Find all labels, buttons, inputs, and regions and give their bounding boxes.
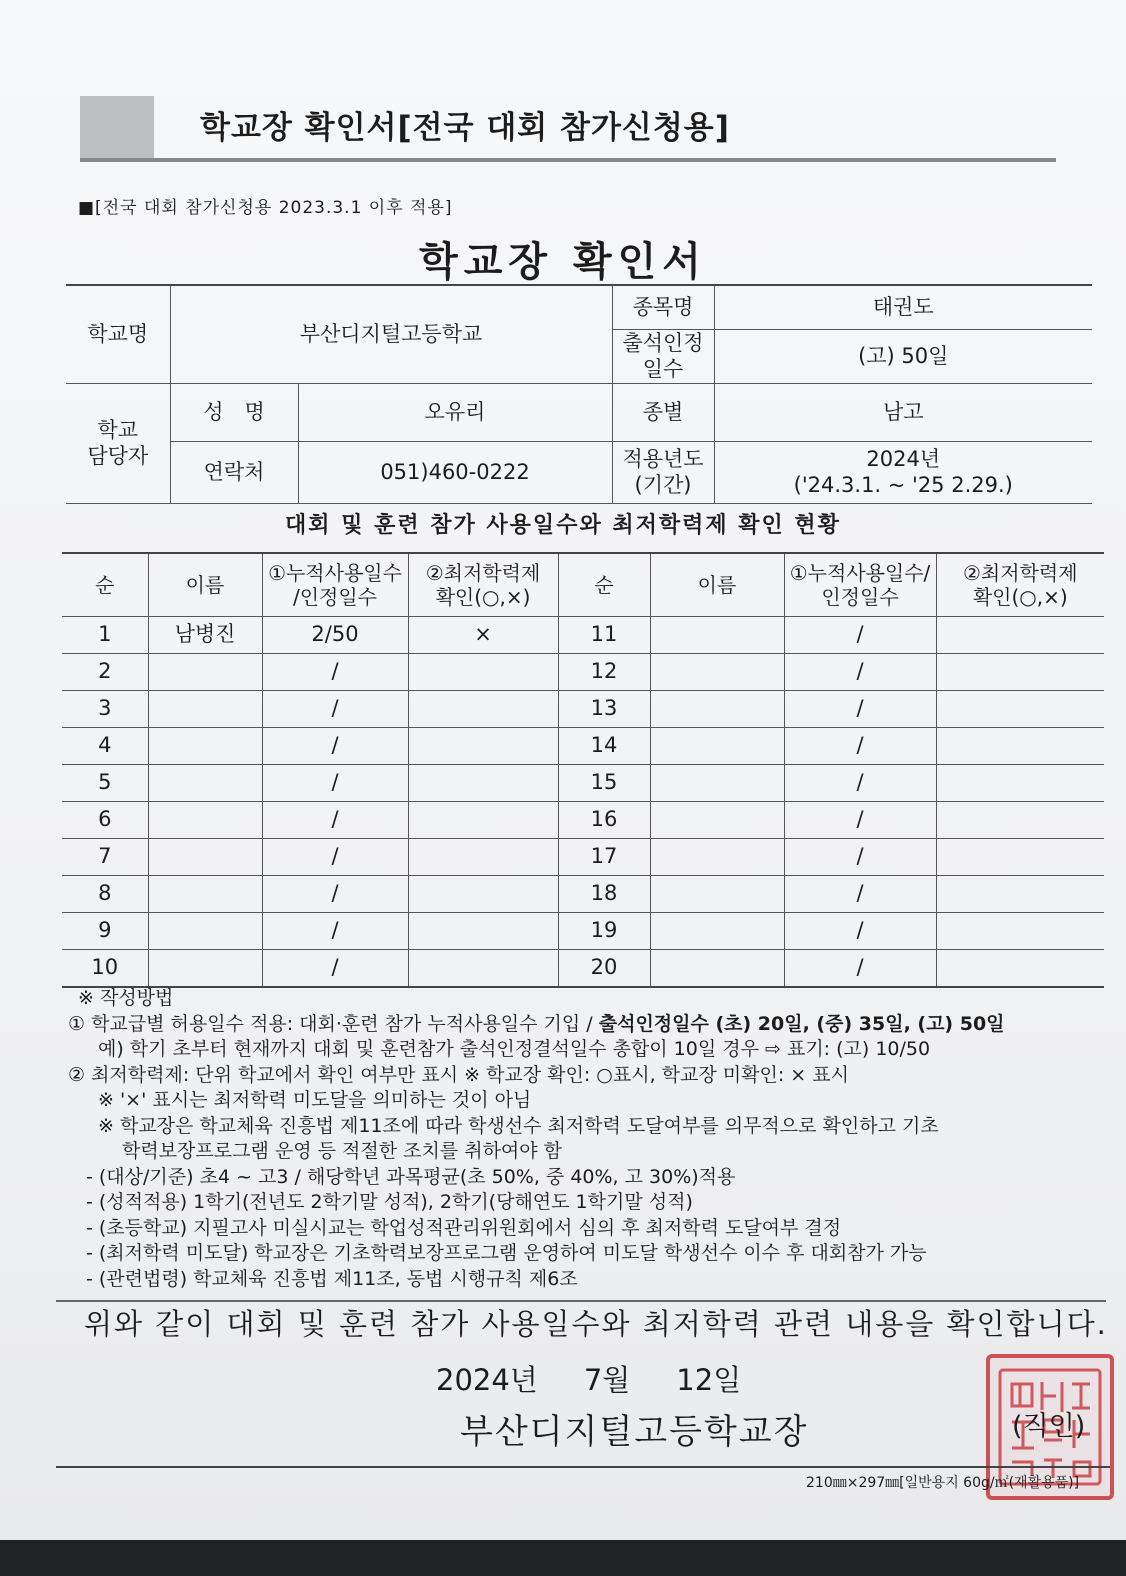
row-name [650, 913, 784, 950]
row-num: 7 [62, 839, 148, 876]
row-num: 2 [62, 654, 148, 691]
col-num-right: 순 [558, 553, 650, 617]
table-row [62, 950, 1104, 988]
row-check [408, 802, 558, 839]
paper-spec: 210㎜×297㎜[일반용지 60g/㎡(재활용품)] [806, 1475, 1080, 1491]
row-days: / [262, 728, 408, 765]
row-num: 4 [62, 728, 148, 765]
note-3: ※ '×' 표시는 최저학력 미도달을 의미하는 것이 아님 [98, 1089, 532, 1111]
header-rule [80, 158, 1056, 162]
event-value: 태권도 [714, 285, 1092, 329]
usage-table [62, 552, 1104, 988]
row-num: 9 [62, 913, 148, 950]
form-header-title: 학교장 확인서[전국 대회 참가신청용] [200, 110, 730, 146]
row-check [936, 913, 1104, 950]
row-name [148, 765, 262, 802]
contact-value: 051)460-0222 [298, 441, 612, 503]
note-7: - (성적적용) 1학기(전년도 2학기말 성적), 2학기(당해연도 1학기말 성적) [86, 1191, 693, 1213]
col-check-right [936, 553, 1104, 617]
category-value: 남고 [714, 383, 1092, 441]
year-label-line1: 적용년도 [622, 446, 704, 471]
row-num: 3 [62, 691, 148, 728]
col-check-left-line1: ②최저학력제 [425, 561, 541, 585]
col-check-right-line2: 확인(○,×) [972, 585, 1068, 609]
table-row [62, 802, 1104, 839]
manager-label [66, 383, 170, 503]
col-name-right: 이름 [650, 553, 784, 617]
row-days: / [784, 654, 936, 691]
name-value: 오유리 [298, 383, 612, 441]
year-value-line1: 2024년 [866, 446, 941, 471]
table-row [62, 617, 1104, 654]
row-name [148, 839, 262, 876]
year-label [612, 441, 714, 503]
col-check-left [408, 553, 558, 617]
col-name-left: 이름 [148, 553, 262, 617]
date-year: 2024년 [436, 1363, 538, 1397]
row-days: / [262, 913, 408, 950]
usage-header-row [62, 553, 1104, 617]
row-num: 1 [62, 617, 148, 654]
table-row [62, 765, 1104, 802]
row-name: 남병진 [148, 617, 262, 654]
row-days: / [784, 617, 936, 654]
table-row [62, 654, 1104, 691]
row-name [650, 802, 784, 839]
row-num: 13 [558, 691, 650, 728]
row-check [936, 654, 1104, 691]
note-8: - (초등학교) 지필고사 미실시교는 학업성적관리위원회에서 심의 후 최저학력 도달여부 결정 [86, 1216, 842, 1239]
row-num: 8 [62, 876, 148, 913]
row-num: 10 [62, 950, 148, 988]
background-surface [0, 1540, 1126, 1576]
col-check-left-line2: 확인(○,×) [435, 585, 531, 609]
note-9: - (최저학력 미도달) 학교장은 기초학력보장프로그램 운영하여 미도달 학생선수 이수 후 대회참가 가능 [86, 1242, 927, 1264]
row-days: / [784, 839, 936, 876]
table-row [62, 913, 1104, 950]
note-2: ② 최저학력제: 단위 학교에서 확인 여부만 표시 ※ 학교장 확인: ○표시, 학교장 미확인: × 표시 [68, 1063, 849, 1086]
info-table [66, 284, 1092, 504]
note-1-text: ① 학교급별 허용일수 적용: 대회·훈련 참가 누적사용일수 기입 / [68, 1012, 599, 1035]
row-check [936, 765, 1104, 802]
row-name [650, 691, 784, 728]
attendance-label [612, 329, 714, 383]
header-gray-block [80, 96, 154, 158]
school-name: 부산디지털고등학교 [170, 285, 612, 383]
name-label: 성 명 [170, 383, 298, 441]
row-days: / [262, 802, 408, 839]
col-days-right-line1: ①누적사용일수/ [789, 561, 931, 585]
col-days-right-line2: 인정일수 [821, 585, 899, 609]
row-num: 17 [558, 839, 650, 876]
table-row [62, 839, 1104, 876]
row-days: 2/50 [262, 617, 408, 654]
year-label-line2: (기간) [634, 473, 692, 497]
col-days-left [262, 553, 408, 617]
row-num: 18 [558, 876, 650, 913]
note-6: - (대상/기준) 초4 ~ 고3 / 해당학년 과목평균(초 50%, 중 40%, 고 30%)적용 [86, 1165, 736, 1188]
col-days-left-line1: ①누적사용일수 [268, 561, 402, 585]
table-row [62, 691, 1104, 728]
row-days: / [784, 802, 936, 839]
table-row [62, 728, 1104, 765]
note-4: ※ 학교장은 학교체육 진흥법 제11조에 따라 학생선수 최저학력 도달여부를 의무적으로 확인하고 기초 [98, 1114, 939, 1137]
row-days: / [262, 765, 408, 802]
row-check [408, 876, 558, 913]
row-name [650, 839, 784, 876]
row-name [148, 802, 262, 839]
row-days: / [262, 876, 408, 913]
col-days-right [784, 553, 936, 617]
col-num-left: 순 [62, 553, 148, 617]
row-name [148, 913, 262, 950]
row-name [650, 876, 784, 913]
form-usage-note: ■[전국 대회 참가신청용 2023.3.1 이후 적용] [78, 198, 453, 218]
date-month: 7월 [583, 1363, 631, 1397]
note-1-example: 예) 학기 초부터 현재까지 대회 및 훈련참가 출석인정결석일수 총합이 10일 경우 ⇨ 표기: (고) 10/50 [98, 1038, 931, 1060]
row-check [408, 839, 558, 876]
document-title: 학교장 확인서 [419, 239, 707, 285]
row-days: / [262, 691, 408, 728]
row-check [408, 654, 558, 691]
row-check [936, 802, 1104, 839]
col-check-right-line1: ②최저학력제 [962, 561, 1078, 585]
row-check [936, 950, 1104, 988]
row-check: × [408, 617, 558, 654]
year-value-line2: ('24.3.1. ~ '25 2.29.) [793, 473, 1013, 497]
row-name [148, 728, 262, 765]
row-check [936, 617, 1104, 654]
row-name [650, 765, 784, 802]
row-days: / [262, 950, 408, 988]
school-label: 학교명 [66, 285, 170, 383]
row-check [408, 728, 558, 765]
row-num: 16 [558, 802, 650, 839]
row-check [408, 691, 558, 728]
row-days: / [784, 765, 936, 802]
row-name [650, 950, 784, 988]
attendance-value: (고) 50일 [714, 329, 1092, 383]
row-check [936, 728, 1104, 765]
category-label: 종별 [612, 383, 714, 441]
col-days-left-line2: /인정일수 [292, 585, 378, 609]
signing-date [436, 1358, 787, 1399]
row-num: 11 [558, 617, 650, 654]
date-day: 12일 [676, 1363, 742, 1397]
row-check [408, 913, 558, 950]
event-label: 종목명 [612, 285, 714, 329]
manager-label-line2: 담당자 [87, 444, 149, 468]
row-num: 14 [558, 728, 650, 765]
row-num: 5 [62, 765, 148, 802]
row-name [650, 654, 784, 691]
notes-heading: ※ 작성방법 [78, 987, 174, 1009]
row-days: / [784, 691, 936, 728]
row-name [148, 876, 262, 913]
note-1 [68, 1012, 1108, 1038]
row-name [650, 728, 784, 765]
year-value [714, 441, 1092, 503]
row-days: / [262, 839, 408, 876]
row-name [650, 617, 784, 654]
row-check [936, 876, 1104, 913]
row-name [148, 950, 262, 988]
row-check [408, 950, 558, 988]
footer-rule [56, 1466, 1110, 1468]
row-days: / [784, 950, 936, 988]
confirmation-statement: 위와 같이 대회 및 훈련 참가 사용일수와 최저학력 관련 내용을 확인합니다. [84, 1307, 1108, 1341]
principal-name: 부산디지털고등학교장 [460, 1412, 809, 1452]
seal-label: (직인) [1012, 1411, 1086, 1442]
row-check [936, 691, 1104, 728]
row-days: / [784, 876, 936, 913]
contact-label: 연락처 [170, 441, 298, 503]
row-num: 6 [62, 802, 148, 839]
attendance-label-line2: 일수 [642, 357, 684, 381]
section-title: 대회 및 훈련 참가 사용일수와 최저학력제 확인 현황 [285, 513, 841, 538]
row-name [148, 654, 262, 691]
row-days: / [262, 654, 408, 691]
note-1-bold: 출석인정일수 (초) 20일, (중) 35일, (고) 50일 [598, 1012, 1005, 1035]
row-name [148, 691, 262, 728]
manager-label-line1: 학교 [97, 417, 139, 442]
row-num: 15 [558, 765, 650, 802]
row-num: 19 [558, 913, 650, 950]
row-check [408, 765, 558, 802]
instructions [68, 986, 1108, 1292]
row-check [936, 839, 1104, 876]
row-num: 12 [558, 654, 650, 691]
table-row [62, 876, 1104, 913]
note-10: - (관련법령) 학교체육 진흥법 제11조, 동법 시행규칙 제6조 [86, 1267, 578, 1290]
row-days: / [784, 728, 936, 765]
note-5: 학력보장프로그램 운영 등 적절한 조치를 취하여야 함 [122, 1140, 563, 1162]
attendance-label-line1: 출석인정 [622, 330, 704, 355]
row-days: / [784, 913, 936, 950]
row-num: 20 [558, 950, 650, 988]
